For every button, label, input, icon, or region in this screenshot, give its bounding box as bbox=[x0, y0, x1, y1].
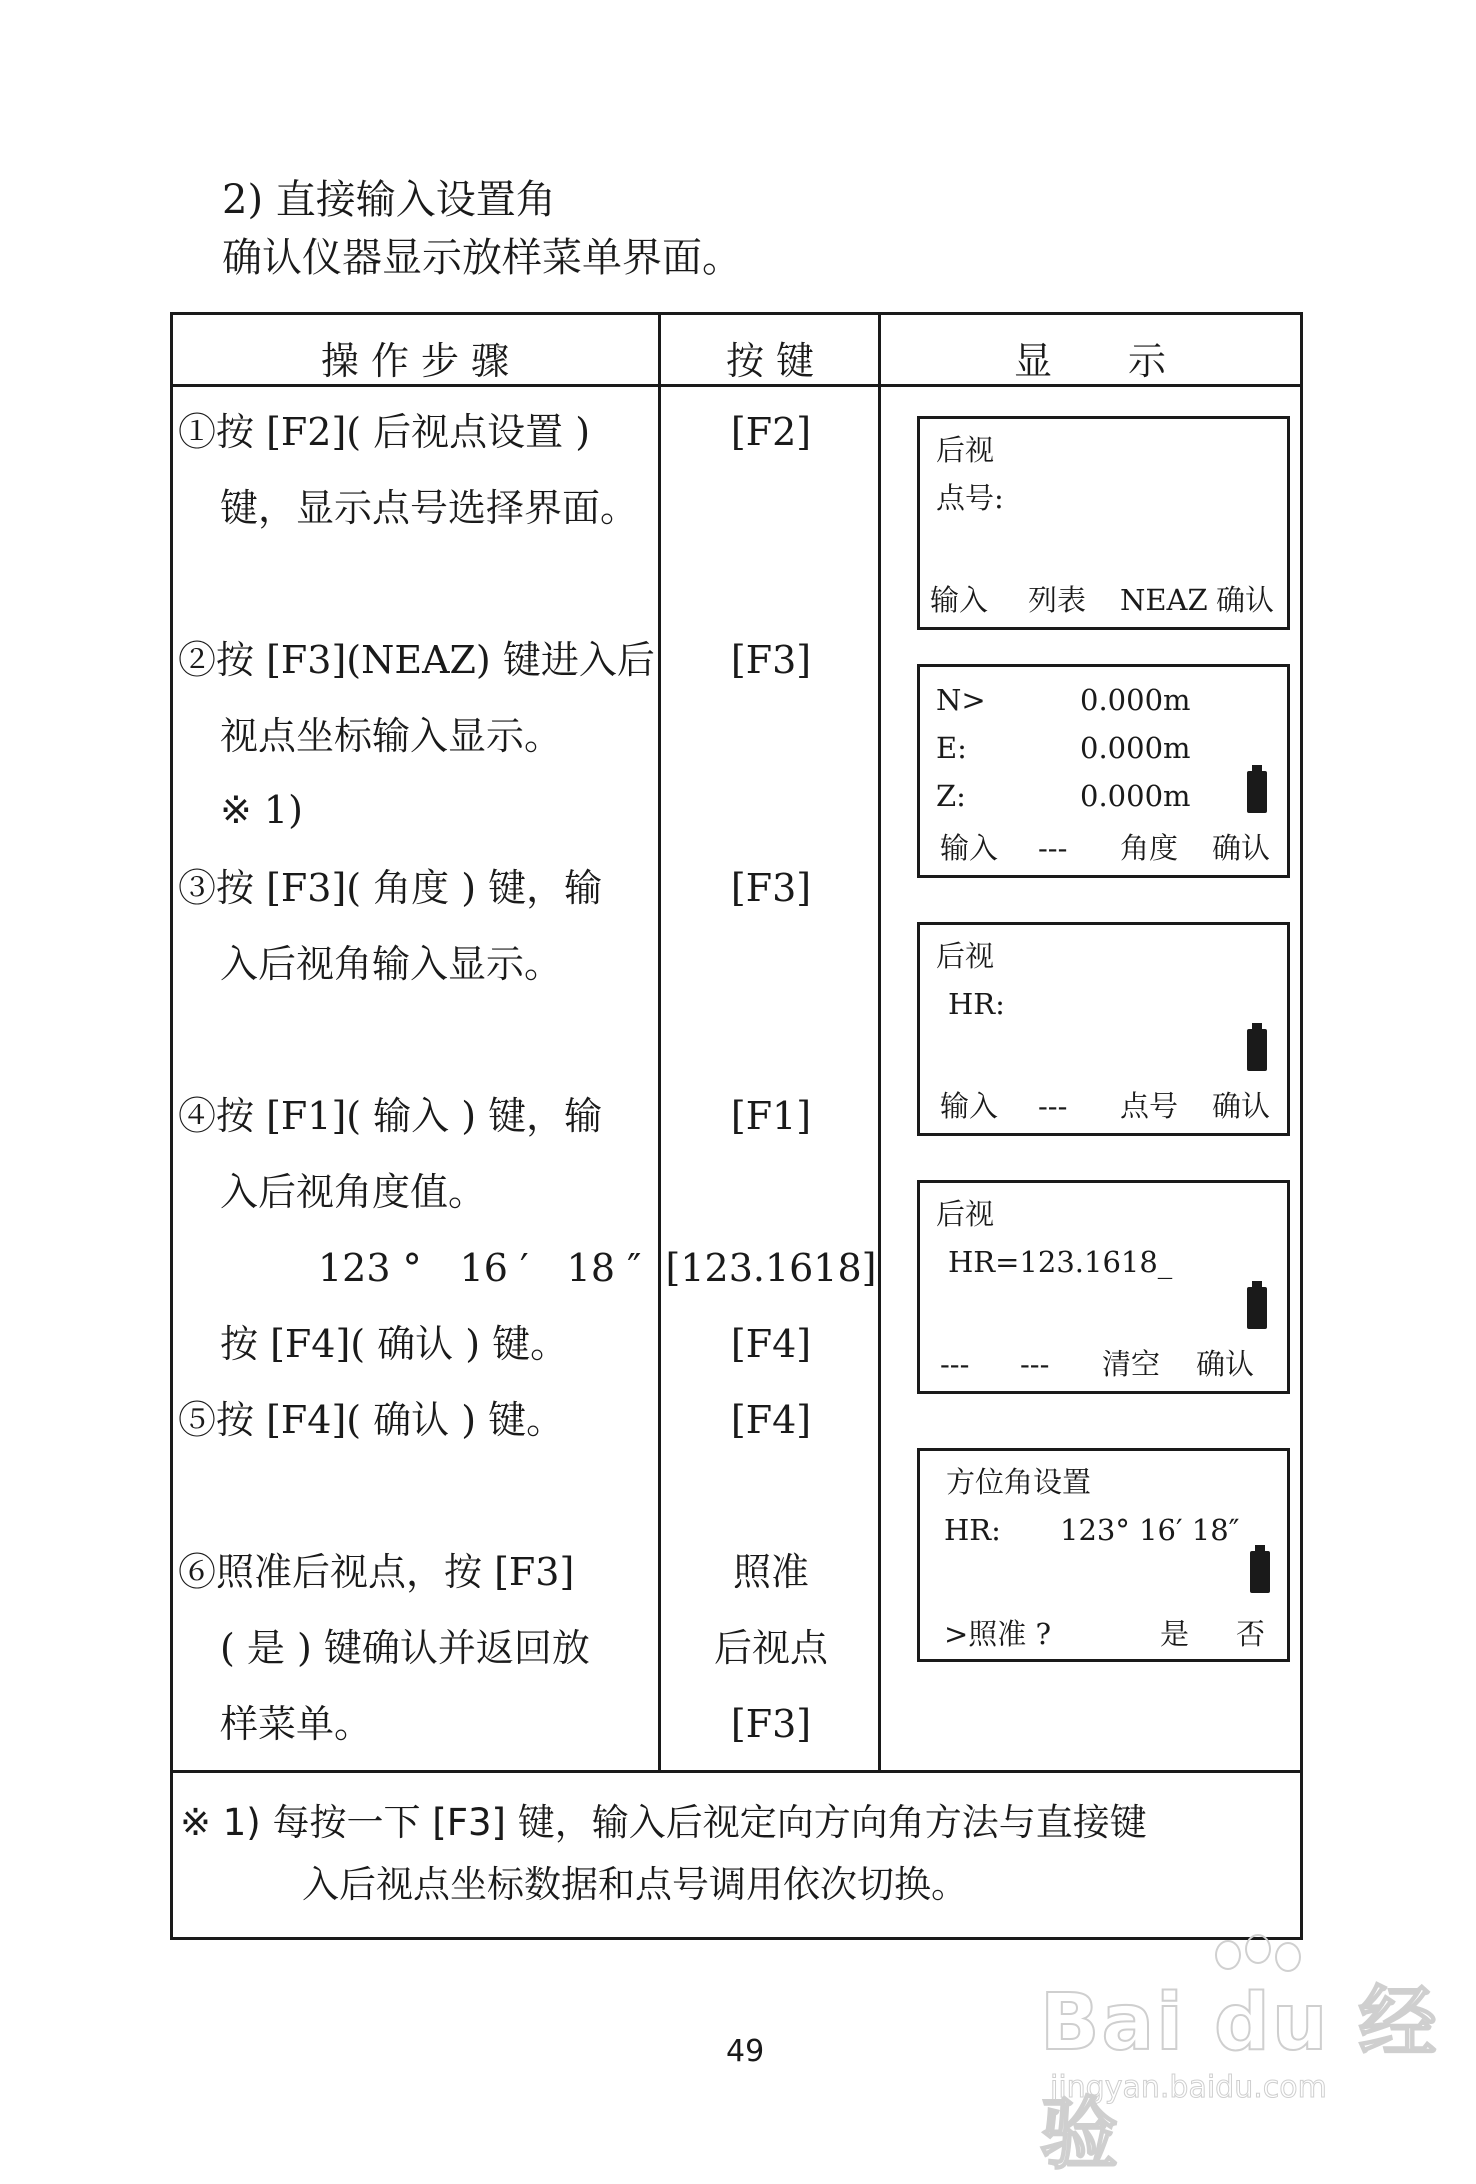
hr-value: 123° 16′ 18″ bbox=[1060, 1513, 1240, 1547]
n-label: N> bbox=[936, 683, 986, 717]
step-3-line-2: 入后视角输入显示。 bbox=[220, 942, 563, 986]
step-4-line-4: 按 [F4]( 确认 ) 键。 bbox=[220, 1322, 569, 1366]
z-value: 0.000m bbox=[1080, 779, 1191, 813]
softkey-blank[interactable]: --- bbox=[1038, 1089, 1068, 1123]
screen-title: 后视 bbox=[936, 433, 995, 467]
softkey-clear[interactable]: 清空 bbox=[1102, 1347, 1161, 1381]
e-value: 0.000m bbox=[1080, 731, 1191, 765]
key-f3-angle: [F3] bbox=[730, 866, 812, 910]
key-f4-b: [F4] bbox=[730, 1398, 812, 1442]
screen-backsight-point bbox=[917, 416, 1290, 630]
sight-prompt: >照准 ? bbox=[944, 1617, 1052, 1651]
step-4-line-1: ④按 [F1]( 输入 ) 键，输 bbox=[178, 1094, 603, 1138]
footnote-line-2: 入后视点坐标数据和点号调用依次切换。 bbox=[302, 1863, 968, 1906]
softkey-confirm[interactable]: 确认 bbox=[1212, 1089, 1271, 1123]
step-2-line-2: 视点坐标输入显示。 bbox=[220, 714, 563, 758]
n-value: 0.000m bbox=[1080, 683, 1191, 717]
softkey-input[interactable]: 输入 bbox=[940, 831, 999, 865]
screen-point-label: 点号: bbox=[936, 481, 1004, 515]
screen-title: 方位角设置 bbox=[946, 1465, 1092, 1499]
step-2-line-1: ②按 [F3](NEAZ) 键进入后 bbox=[178, 638, 655, 682]
hr-input-value[interactable]: HR=123.1618_ bbox=[948, 1245, 1173, 1279]
screen-angle-entry bbox=[917, 1180, 1290, 1394]
key-f3-confirm: [F3] bbox=[730, 1702, 812, 1746]
intro-line-2: 确认仪器显示放样菜单界面。 bbox=[222, 235, 742, 281]
softkey-input[interactable]: 输入 bbox=[940, 1089, 999, 1123]
screen-title: 后视 bbox=[936, 939, 995, 973]
hr-label: HR: bbox=[948, 987, 1005, 1021]
e-label: E: bbox=[936, 731, 967, 765]
key-f2: [F2] bbox=[730, 410, 812, 454]
step-6-line-3: 样菜单。 bbox=[220, 1702, 373, 1746]
screen-azimuth-setting bbox=[917, 1448, 1290, 1662]
step-4-angle-value: 123 ° 16 ′ 18 ″ bbox=[318, 1246, 642, 1290]
step-3-line-1: ③按 [F3]( 角度 ) 键，输 bbox=[178, 866, 603, 910]
battery-icon bbox=[1250, 1551, 1270, 1593]
hr-label: HR: bbox=[944, 1513, 1001, 1547]
z-label: Z: bbox=[936, 779, 966, 813]
key-backsight-point: 后视点 bbox=[713, 1626, 828, 1670]
battery-icon bbox=[1247, 1287, 1267, 1329]
softkey-blank-2[interactable]: --- bbox=[1020, 1347, 1050, 1381]
softkey-confirm[interactable]: 确认 bbox=[1196, 1347, 1255, 1381]
key-angle-entry: [123.1618] bbox=[665, 1246, 877, 1290]
screen-coordinate-input bbox=[917, 664, 1290, 878]
step-4-line-2: 入后视角度值。 bbox=[220, 1170, 487, 1214]
intro-line-1: 2) 直接输入设置角 bbox=[222, 177, 556, 223]
key-sight: 照准 bbox=[732, 1550, 809, 1594]
footnote-line-1: ※ 1) 每按一下 [F3] 键，输入后视定向方向角方法与直接键 bbox=[180, 1801, 1147, 1844]
softkey-point[interactable]: 点号 bbox=[1120, 1089, 1179, 1123]
softkey-input[interactable]: 输入 bbox=[930, 583, 989, 617]
battery-icon bbox=[1247, 1029, 1267, 1071]
page-number: 49 bbox=[726, 2034, 765, 2069]
baidu-jingyan-watermark bbox=[1030, 1940, 1450, 2180]
note-divider bbox=[170, 1770, 1303, 1773]
step-5: ⑤按 [F4]( 确认 ) 键。 bbox=[178, 1398, 565, 1442]
screen-backsight-angle bbox=[917, 922, 1290, 1136]
softkey-no[interactable]: 否 bbox=[1236, 1617, 1266, 1651]
softkey-yes[interactable]: 是 bbox=[1160, 1617, 1190, 1651]
softkey-list[interactable]: 列表 bbox=[1028, 583, 1087, 617]
softkey-blank-1[interactable]: --- bbox=[940, 1347, 970, 1381]
softkey-confirm[interactable]: 确认 bbox=[1212, 831, 1271, 865]
key-f4-a: [F4] bbox=[730, 1322, 812, 1366]
step-6-line-2: ( 是 ) 键确认并返回放 bbox=[220, 1626, 590, 1670]
step-6-line-1: ⑥照准后视点，按 [F3] bbox=[178, 1550, 575, 1594]
softkey-neaz[interactable]: NEAZ bbox=[1120, 583, 1208, 617]
key-f3-neaz: [F3] bbox=[730, 638, 812, 682]
step-2-note-ref: ※ 1) bbox=[220, 788, 303, 832]
screen-title: 后视 bbox=[936, 1197, 995, 1231]
battery-icon bbox=[1247, 771, 1267, 813]
step-1-line-2: 键，显示点号选择界面。 bbox=[220, 486, 639, 530]
softkey-confirm[interactable]: 确认 bbox=[1216, 583, 1275, 617]
step-1-line-1: ①按 [F2]( 后视点设置 ) bbox=[178, 410, 591, 454]
softkey-blank[interactable]: --- bbox=[1038, 831, 1068, 865]
watermark-url: jingyan.baidu.com bbox=[1050, 2070, 1327, 2105]
watermark-logo: Bai du 经验 bbox=[1040, 1978, 1439, 2180]
softkey-angle[interactable]: 角度 bbox=[1120, 831, 1179, 865]
key-f1: [F1] bbox=[730, 1094, 812, 1138]
